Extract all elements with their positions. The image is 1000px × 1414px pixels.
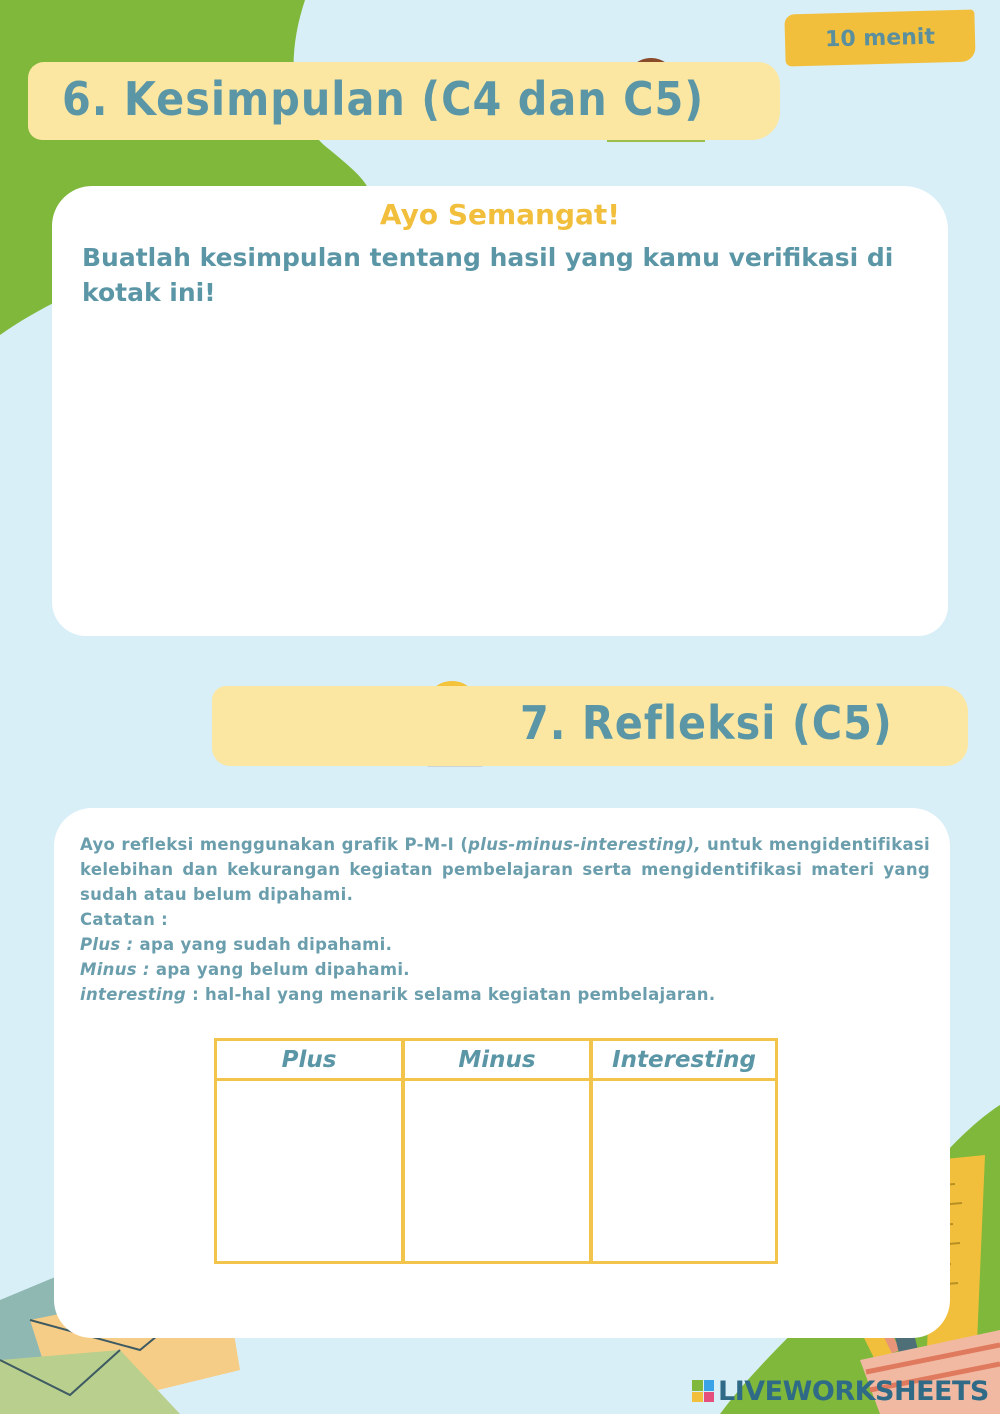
section-6-banner (28, 62, 780, 140)
liveworksheets-logo-icon (692, 1380, 714, 1402)
note-interesting: interesting : hal-hal yang menarik selama kegiatan pembelajaran. (80, 985, 716, 1004)
reflection-intro: Ayo refleksi menggunakan grafik P-M-I (plus-minus-interesting), untuk mengidentifikasi kelebihan dan kekurangan kegiatan pembelajaran serta mengidentifikasi materi yang sudah atau belum dipahami. (80, 835, 930, 904)
reflection-text (80, 832, 930, 1007)
pmi-table (214, 1038, 778, 1264)
note-plus: Plus : apa yang sudah dipahami. (80, 935, 393, 954)
pmi-answer-minus[interactable] (405, 1081, 589, 1261)
conclusion-card (52, 186, 948, 636)
pmi-column-interesting (590, 1038, 778, 1264)
conclusion-answer-area[interactable] (82, 316, 918, 616)
section-6-title: 6. Kesimpulan (C4 dan C5) (62, 72, 705, 126)
pmi-answer-interesting[interactable] (593, 1081, 775, 1261)
encouragement-text: Ayo Semangat! (379, 198, 621, 231)
note-label: Catatan : (80, 910, 169, 929)
pmi-answer-plus[interactable] (217, 1081, 401, 1261)
conclusion-instruction: Buatlah kesimpulan tentang hasil yang kamu verifikasi di kotak ini! (82, 243, 894, 307)
timer-label: 10 menit (824, 24, 936, 52)
section-7-banner (212, 686, 968, 766)
pmi-column-minus (402, 1038, 592, 1264)
timer-badge (784, 10, 975, 67)
pmi-column-plus (214, 1038, 404, 1264)
section-7-title: 7. Refleksi (C5) (520, 696, 893, 750)
liveworksheets-watermark (692, 1374, 989, 1408)
note-minus: Minus : apa yang belum dipahami. (80, 960, 410, 979)
pmi-header-interesting: Interesting (593, 1041, 775, 1081)
watermark-text: LIVEWORKSHEETS (718, 1375, 989, 1407)
pmi-header-plus: Plus (217, 1041, 401, 1081)
pmi-header-minus: Minus (405, 1041, 589, 1081)
